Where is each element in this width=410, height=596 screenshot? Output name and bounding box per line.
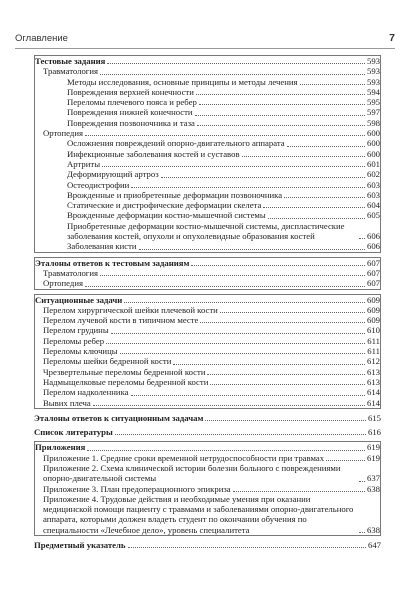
toc-entry-label: Приложение 1. Средние сроки временной нетрудоспособности при травмах — [43, 452, 325, 463]
dot-leader — [120, 353, 366, 354]
toc-entry-page: 609 — [366, 315, 380, 326]
toc-entry[interactable] — [34, 346, 381, 356]
toc-entry-page: 612 — [366, 356, 380, 367]
header-divider — [15, 48, 395, 49]
toc-entry[interactable] — [34, 118, 381, 128]
toc-entry-page: 638 — [366, 524, 380, 535]
toc-entry-label: Надмыщелковые переломы бедренной кости — [43, 376, 209, 387]
toc-entry[interactable] — [34, 427, 381, 437]
dot-leader — [107, 63, 365, 64]
toc-entry-page: 638 — [366, 483, 380, 494]
toc-entry-label: Повреждения нижней конечности — [67, 107, 193, 118]
toc-entry-page: 611 — [367, 346, 380, 357]
dot-leader — [300, 84, 365, 85]
dot-leader — [268, 218, 365, 219]
toc-entry-page: 607 — [366, 257, 380, 268]
toc-entry[interactable] — [34, 77, 381, 87]
table-of-contents — [34, 55, 381, 550]
toc-entry-label: Остеодистрофии — [67, 179, 130, 190]
dot-leader — [359, 238, 365, 239]
toc-entry[interactable] — [34, 315, 381, 325]
toc-entry[interactable] — [34, 210, 381, 220]
toc-entry-label: Врожденные деформации костно-мышечной системы — [67, 210, 266, 221]
toc-entry[interactable] — [34, 413, 381, 423]
dot-leader — [128, 547, 366, 548]
toc-entry[interactable] — [34, 257, 381, 268]
dot-leader — [124, 302, 365, 303]
toc-entry[interactable] — [34, 540, 381, 550]
page-header — [15, 32, 395, 48]
dot-leader — [106, 343, 365, 344]
dot-leader — [284, 197, 365, 198]
toc-entry[interactable] — [34, 305, 381, 315]
dot-leader — [207, 374, 364, 375]
toc-entry-label: Эталоны ответов к ситуационным задачам — [34, 412, 204, 423]
dot-leader — [199, 104, 365, 105]
toc-entry-label: Инфекционные заболевания костей и суставов — [67, 148, 240, 159]
toc-entry[interactable] — [34, 367, 381, 377]
toc-entry[interactable] — [34, 294, 381, 305]
toc-entry[interactable] — [34, 190, 381, 200]
toc-entry-label: Переломы ребер — [43, 335, 105, 346]
dot-leader — [287, 146, 365, 147]
toc-entry[interactable] — [34, 441, 381, 452]
toc-entry[interactable] — [34, 484, 381, 494]
toc-entry[interactable] — [34, 268, 381, 278]
toc-entry-label: Методы исследования, основные принципы и методы лечения — [67, 76, 298, 87]
dot-leader — [263, 207, 365, 208]
dot-leader — [191, 265, 365, 266]
toc-entry-label: Перелом надколенника — [43, 387, 129, 398]
toc-entry-label: Переломы плечевого пояса и ребер — [67, 97, 197, 108]
toc-entry[interactable] — [34, 87, 381, 97]
dot-leader — [131, 187, 365, 188]
toc-entry-page: 619 — [366, 442, 380, 453]
toc-entry-page: 594 — [366, 86, 380, 97]
toc-entry[interactable] — [34, 159, 381, 169]
toc-entry[interactable] — [34, 128, 381, 138]
dot-leader — [233, 491, 365, 492]
dot-leader — [100, 74, 365, 75]
toc-entry-label: Переломы шейки бедренной кости — [43, 356, 172, 367]
toc-entry[interactable] — [34, 398, 381, 409]
toc-entry-page: 595 — [366, 97, 380, 108]
toc-entry-page: 619 — [366, 452, 380, 463]
dot-leader — [161, 177, 365, 178]
toc-entry-label: Приобретенные деформации костно-мышечной системы, диспластические заболевания костей, опухоли и опухолевидные образования костей — [67, 220, 345, 242]
toc-entry[interactable] — [34, 377, 381, 387]
toc-entry-page: 603 — [366, 189, 380, 200]
toc-entry[interactable] — [34, 453, 381, 463]
page-number: 7 — [389, 32, 395, 44]
toc-entry-label: Ситуационные задачи — [35, 294, 123, 305]
toc-entry-label: Тестовые задания — [35, 56, 106, 66]
toc-entry-page: 637 — [366, 473, 380, 484]
toc-entry-label: Перелом хирургической шейки плечевой кости — [43, 304, 218, 315]
toc-entry-label: Чрезвертельные переломы бедренной кости — [43, 366, 206, 377]
dot-leader — [200, 322, 365, 323]
toc-entry-page: 616 — [367, 427, 381, 438]
toc-entry-label: Вывих плеча — [43, 397, 91, 408]
toc-entry-page: 603 — [366, 179, 380, 190]
toc-entry[interactable] — [34, 149, 381, 159]
toc-entry-page: 601 — [366, 158, 380, 169]
toc-entry-label: Предметный указатель — [34, 540, 126, 551]
toc-entry-page: 647 — [367, 540, 381, 551]
toc-entry[interactable] — [34, 494, 381, 536]
toc-entry[interactable] — [34, 278, 381, 289]
toc-entry-page: 600 — [366, 148, 380, 159]
toc-entry-page: 597 — [366, 107, 380, 118]
dot-leader — [205, 420, 366, 421]
dot-leader — [197, 125, 365, 126]
dot-leader — [220, 312, 365, 313]
toc-entry-page: 614 — [366, 397, 380, 408]
toc-entry-page: 613 — [366, 376, 380, 387]
toc-entry-page: 614 — [366, 387, 380, 398]
toc-entry-label: Ортопедия — [43, 128, 83, 139]
toc-entry-label: Ортопедия — [43, 278, 83, 289]
toc-entry-page: 600 — [366, 128, 380, 139]
dot-leader — [115, 434, 366, 435]
toc-entry-page: 613 — [366, 366, 380, 377]
dot-leader — [93, 405, 365, 406]
toc-entry-label: Травматология — [43, 66, 98, 77]
toc-entry-page: 604 — [366, 200, 380, 211]
toc-entry[interactable] — [34, 169, 381, 179]
toc-entry[interactable] — [34, 66, 381, 76]
toc-entry-label: Травматология — [43, 267, 98, 278]
toc-entry-label: Переломы ключицы — [43, 346, 118, 357]
toc-entry-label: Статические и дистрофические деформации скелета — [67, 200, 262, 211]
toc-entry-label: Список литературы — [34, 427, 113, 438]
dot-leader — [326, 460, 365, 461]
toc-entry-label: Приложения — [35, 442, 86, 453]
toc-entry[interactable] — [34, 241, 381, 252]
toc-entry[interactable] — [34, 138, 381, 148]
dot-leader — [100, 275, 365, 276]
toc-entry[interactable] — [34, 336, 381, 346]
dot-leader — [87, 450, 365, 451]
dot-leader — [85, 286, 365, 287]
toc-entry-label: Врожденные и приобретенные деформации позвоночника — [67, 189, 283, 200]
toc-entry-page: 606 — [366, 241, 380, 252]
toc-entry-label: Приложение 4. Трудовые действия и необходимые умения при оказании медицинской помощи пациенту с травмами и заболеваниями опорно-двигательного аппарата, которыми должен владеть студент по окончании обучения по специальности «Лечебное дело», уровень специалитета — [43, 493, 354, 535]
toc-entry-label: Перелом грудины — [43, 325, 109, 336]
toc-entry[interactable] — [34, 325, 381, 335]
dot-leader — [139, 249, 365, 250]
toc-entry-page: 615 — [367, 412, 381, 423]
toc-entry-label: Приложение 3. План предоперационного эпикриза — [43, 483, 231, 494]
toc-entry[interactable] — [34, 387, 381, 397]
toc-entry-page: 598 — [366, 117, 380, 128]
toc-entry-page: 600 — [366, 138, 380, 149]
toc-entry-page: 610 — [366, 325, 380, 336]
toc-entry-page: 593 — [366, 66, 380, 77]
dot-leader — [196, 94, 365, 95]
dot-leader — [359, 481, 365, 482]
toc-entry-page: 602 — [366, 169, 380, 180]
toc-entry-page: 609 — [366, 294, 380, 305]
running-title: Оглавление — [15, 33, 68, 44]
toc-entry-page: 609 — [366, 304, 380, 315]
dot-leader — [111, 333, 365, 334]
toc-entry-label: Артриты — [67, 158, 101, 169]
toc-entry-label: Повреждения верхней конечности — [67, 86, 194, 97]
toc-entry-label: Заболевания кисти — [67, 241, 137, 252]
toc-entry[interactable] — [34, 97, 381, 107]
toc-entry-label: Повреждения позвоночника и таза — [67, 117, 195, 128]
dot-leader — [173, 364, 365, 365]
toc-entry-page: 611 — [367, 335, 380, 346]
toc-entry-page: 593 — [366, 76, 380, 87]
dot-leader — [102, 166, 365, 167]
dot-leader — [242, 156, 365, 157]
toc-entry-label: Эталоны ответов к тестовым заданиям — [35, 257, 190, 268]
toc-entry-label: Осложнения повреждений опорно-двигательного аппарата — [67, 138, 285, 149]
dot-leader — [85, 135, 365, 136]
toc-entry[interactable] — [34, 221, 381, 242]
toc-entry[interactable] — [34, 463, 381, 484]
toc-entry-label: Перелом лучевой кости в типичном месте — [43, 315, 199, 326]
toc-entry[interactable] — [34, 356, 381, 366]
toc-entry-page: 605 — [366, 210, 380, 221]
toc-entry-label: Деформирующий артроз — [67, 169, 159, 180]
toc-entry-page: 607 — [366, 278, 380, 289]
toc-entry-page: 593 — [366, 56, 380, 66]
dot-leader — [195, 115, 365, 116]
toc-entry[interactable] — [34, 107, 381, 117]
dot-leader — [210, 384, 365, 385]
toc-entry-page: 606 — [366, 231, 380, 242]
toc-entry-page: 607 — [366, 267, 380, 278]
dot-leader — [131, 395, 365, 396]
dot-leader — [359, 532, 365, 533]
toc-entry[interactable] — [34, 180, 381, 190]
toc-entry[interactable] — [34, 55, 381, 66]
toc-entry[interactable] — [34, 200, 381, 210]
toc-entry-label: Приложение 2. Схема клинической истории болезни больного с повреждениями опорно-двигательной системы — [43, 462, 341, 484]
